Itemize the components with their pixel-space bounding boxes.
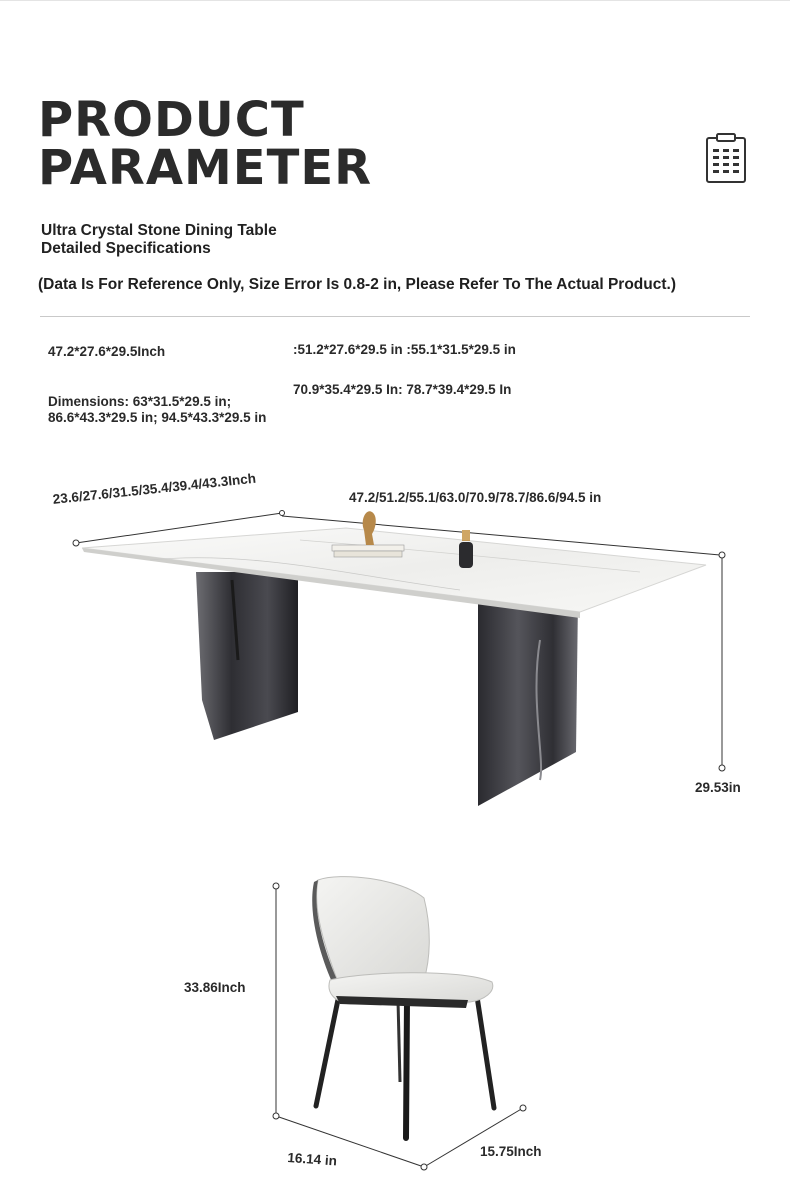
table-leg-left <box>196 572 298 740</box>
chair-backrest <box>317 877 430 982</box>
chair-height-label: 33.86Inch <box>184 980 246 995</box>
spec-size-3: 70.9*35.4*29.5 In: 78.7*39.4*29.5 In <box>293 382 512 397</box>
spec-size-4-line2: 86.6*43.3*29.5 in; 94.5*43.3*29.5 in <box>48 410 267 425</box>
product-name: Ultra Crystal Stone Dining Table <box>41 222 277 239</box>
table-height-label: 29.53in <box>695 780 741 795</box>
table-length-label: 47.2/51.2/55.1/63.0/70.9/78.7/86.6/94.5 in <box>349 490 602 505</box>
dining-table <box>82 511 706 806</box>
product-details-heading: Detailed Specifications <box>41 240 211 257</box>
spec-size-2: :51.2*27.6*29.5 in :55.1*31.5*29.5 in <box>293 342 516 357</box>
chair-depth-label: 15.75Inch <box>480 1144 542 1159</box>
dining-chair <box>312 877 494 1138</box>
spec-size-1: 47.2*27.6*29.5Inch <box>48 344 166 359</box>
table-width-label: 23.6/27.6/31.5/35.4/39.4/43.3Inch <box>52 470 257 507</box>
table-top <box>82 528 706 612</box>
table-leg-right <box>478 600 578 806</box>
reference-note: (Data Is For Reference Only, Size Error Is 0.8-2 in, Please Refer To The Actual Product.) <box>38 276 676 293</box>
chair-width-label: 16.14 in <box>286 1150 338 1169</box>
page-title-line-2: PARAMETER <box>38 140 373 196</box>
spec-size-4-line1: Dimensions: 63*31.5*29.5 in; <box>48 394 232 409</box>
page-title-line-1: PRODUCT <box>38 92 305 148</box>
